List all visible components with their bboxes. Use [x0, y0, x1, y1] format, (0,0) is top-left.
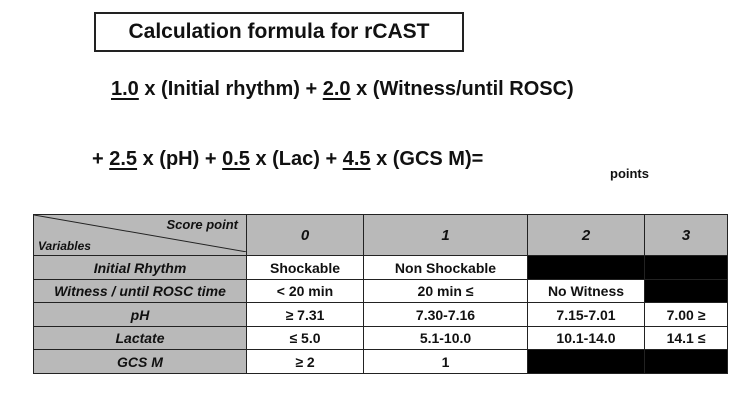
score-cell: Non Shockable [364, 256, 528, 280]
score-cell: ≤ 5.0 [247, 326, 364, 350]
page-title: Calculation formula for rCAST [94, 12, 464, 52]
score-cell: < 20 min [247, 279, 364, 303]
table-row [34, 303, 728, 327]
score-header-0: 0 [247, 215, 364, 256]
formula-line-1 [111, 78, 574, 101]
table-row [34, 256, 728, 280]
score-cell: 10.1-14.0 [528, 326, 645, 350]
line2-term: x (Lac) + [249, 148, 343, 170]
not-applicable-cell [645, 350, 728, 374]
line1-term: x (Initial rhythm) + [138, 78, 323, 100]
not-applicable-cell [645, 279, 728, 303]
variables-label: Variables [38, 239, 91, 254]
score-cell: ≥ 2 [247, 350, 364, 374]
score-cell: 7.30-7.16 [364, 303, 528, 327]
score-header-3: 3 [645, 215, 728, 256]
score-header-1: 1 [364, 215, 528, 256]
line1-term: x (Witness/until ROSC) [350, 78, 574, 100]
table-row [34, 326, 728, 350]
score-cell: 7.15-7.01 [528, 303, 645, 327]
line2-coefficient: 4.5 [342, 148, 371, 170]
line2-coefficient: 2.5 [109, 148, 138, 170]
line2-coefficient: 0.5 [222, 148, 250, 170]
table-row [34, 279, 728, 303]
score-cell: 5.1-10.0 [364, 326, 528, 350]
score-cell: Shockable [247, 256, 364, 280]
line1-coefficient: 2.0 [322, 78, 351, 100]
score-table [33, 214, 728, 374]
score-cell: 1 [364, 350, 528, 374]
not-applicable-cell [528, 256, 645, 280]
variable-label: Witness / until ROSC time [34, 279, 247, 303]
table-row [34, 350, 728, 374]
line2-term: x (GCS M)= [370, 148, 484, 170]
variable-label: pH [34, 303, 247, 327]
score-header-2: 2 [528, 215, 645, 256]
not-applicable-cell [645, 256, 728, 280]
variable-label: GCS M [34, 350, 247, 374]
score-cell: No Witness [528, 279, 645, 303]
score-cell: 14.1 ≤ [645, 326, 728, 350]
score-point-label: Score point [166, 217, 238, 232]
table-corner-cell [34, 215, 247, 256]
line2-term: + [92, 148, 110, 170]
variable-label: Lactate [34, 326, 247, 350]
score-cell: 7.00 ≥ [645, 303, 728, 327]
line1-coefficient: 1.0 [111, 78, 139, 100]
points-label: points [610, 166, 649, 181]
score-cell: ≥ 7.31 [247, 303, 364, 327]
not-applicable-cell [528, 350, 645, 374]
line2-term: x (pH) + [137, 148, 223, 170]
score-header-row [34, 215, 728, 256]
variable-label: Initial Rhythm [34, 256, 247, 280]
formula-line-2 [92, 148, 483, 171]
score-cell: 20 min ≤ [364, 279, 528, 303]
